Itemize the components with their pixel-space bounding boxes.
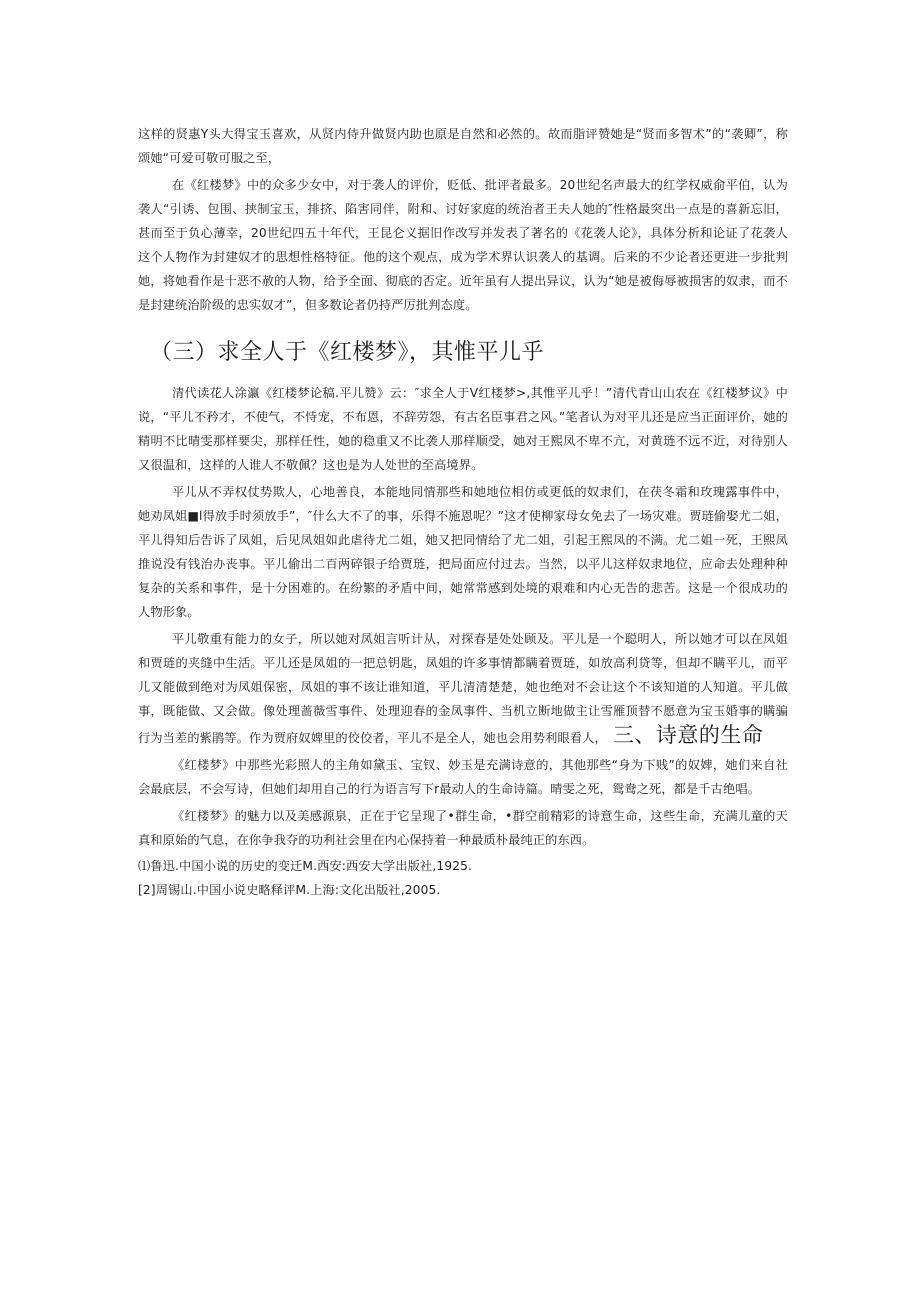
body-paragraph: 在《红楼梦》中的众多少女中，对于袭人的评价，贬低、批评者最多。20世纪名声最大的红学权威俞平伯，认为袭人“引诱、包围、挟制宝玉，排挤、陷害同伴，附和、讨好家庭的统治者王夫人她的″性格最突出一点是的喜新忘旧，甚而至于负心薄幸，20世纪四五十年代，王昆仑义据旧作改写并发表了著名的《花袭人论》，具体分析和论证了花袭人这个人物作为封建奴才的思想性格特征。他的这个观点，成为学术界认识袭人的基调。后来的不少论者还更进一步批判她，将她看作是十恶不赦的人物，给予全面、彻底的否定。近年虽有人提出异议，认为“她是被侮辱被损害的奴隶，而不是封建统治阶级的忠实奴才”，但多数论者仍持严厉批判态度。: [138, 178, 788, 312]
body-paragraph-text: 平儿敬重有能力的女子，所以她对凤姐言听计从，对探春是处处顾及。平儿是一个聪明人，所以她才可以在凤姐和贾琏的夹缝中生活。平儿还是凤姐的一把总钥匙，凤姐的许多事情都瞒着贾琏，如放高利贷等，但却不瞒平儿，而平儿又能做到绝对为凤姐保密，凤姐的事不该让谁知道，平儿清清楚楚，她也绝对不会让这个不该知道的人知道。平儿做事，既能做、又会做。像处理蔷薇雪事件、处理迎春的金凤事件、当机立断地做主让雪雁顶替不愿意为宝玉婚事的瞒骗行为当差的紫鹃等。作为贾府奴婢里的佼佼者，平儿不是全人，她也会用势利眼看人，: [138, 632, 788, 745]
references-list: [138, 854, 788, 902]
body-paragraph: 清代读花人涂瀛《红楼梦论稿.平儿赞》云：″求全人于V红楼梦>,其惟平儿乎！”清代青山山农在《红楼梦议》中说，“平儿不矜才，不使气，不恃宠，不布恩，不辞劳怨，有古名臣事君之风。”笔者认为对平儿还是应当正面评价，她的精明不比晴雯那样要尖，那样任性，她的稳重又不比袭人那样顺受，她对王熙凤不卑不亢，对黄琏不远不近，对待别人又很温和，这样的人谁人不敬佩？这也是为人处世的至高境界。: [138, 386, 788, 472]
reference-item: [2]周锡山.中国小说史略释评M.上海:文化出版社,2005.: [138, 883, 441, 897]
reference-item: ⑴鲁迅.中国小说的历史的变迁M.西安:西安大学出版社,1925.: [138, 859, 473, 873]
body-paragraph: 平儿从不弄权仗势欺人，心地善良，本能地同情那些和她地位相仿或更低的奴隶们，在茯冬霜和玫瑰露事件中，她劝凤姐■l得放手时须放手”，″什么大不了的事，乐得不施恩呢？”这才使柳家母女免去了一场灾难。贾琏偷娶尤二姐，平儿得知后告诉了凤姐，后见凤姐如此虐待尤二姐，她又把同情给了尤二姐，引起王熙凤的不满。尤二姐一死，王熙凤推说没有钱治办丧事。平儿偷出二百两碎银子给贾琏，把局面应付过去。当然，以平儿这样奴隶地位，应命去处理种种复杂的关系和事件，是十分困难的。在纷繁的矛盾中间，她常常感到处境的艰难和内心无告的悲苦。这是一个很成功的人物形象。: [138, 485, 788, 619]
body-paragraph: 《红楼梦》中那些光彩照人的主角如黛玉、宝钗、妙玉是充满诗意的，其他那些“身为下贱”的奴婢，她们来自社会最底层，不会写诗，但她们却用自己的行为语言写下r最动人的生命诗篇。晴雯之死，鸳鸯之死，都是千古绝唱。: [138, 758, 788, 796]
body-paragraph: 《红楼梦》的魅力以及美感源泉，正在于它呈现了•群生命，•群空前精彩的诗意生命，这些生命，充满儿童的天真和原始的气息，在你争我夺的功利社会里在内心保持着一种最质朴最纯正的东西。: [138, 809, 788, 847]
body-paragraph: 这样的贤惠Y头大得宝玉喜欢，从贤内侍升做贤内助也原是自然和必然的。故而脂评赞她是“贤而多智术”的“袭卿”，称颂她“可爱可敬可服之至，: [138, 127, 788, 165]
section-heading: （三）求全人于《红楼梦》，其惟平儿乎: [150, 340, 545, 365]
inline-section-heading: 三、诗意的生命: [612, 723, 764, 747]
document-body: [138, 122, 788, 902]
body-paragraph: [138, 627, 788, 750]
